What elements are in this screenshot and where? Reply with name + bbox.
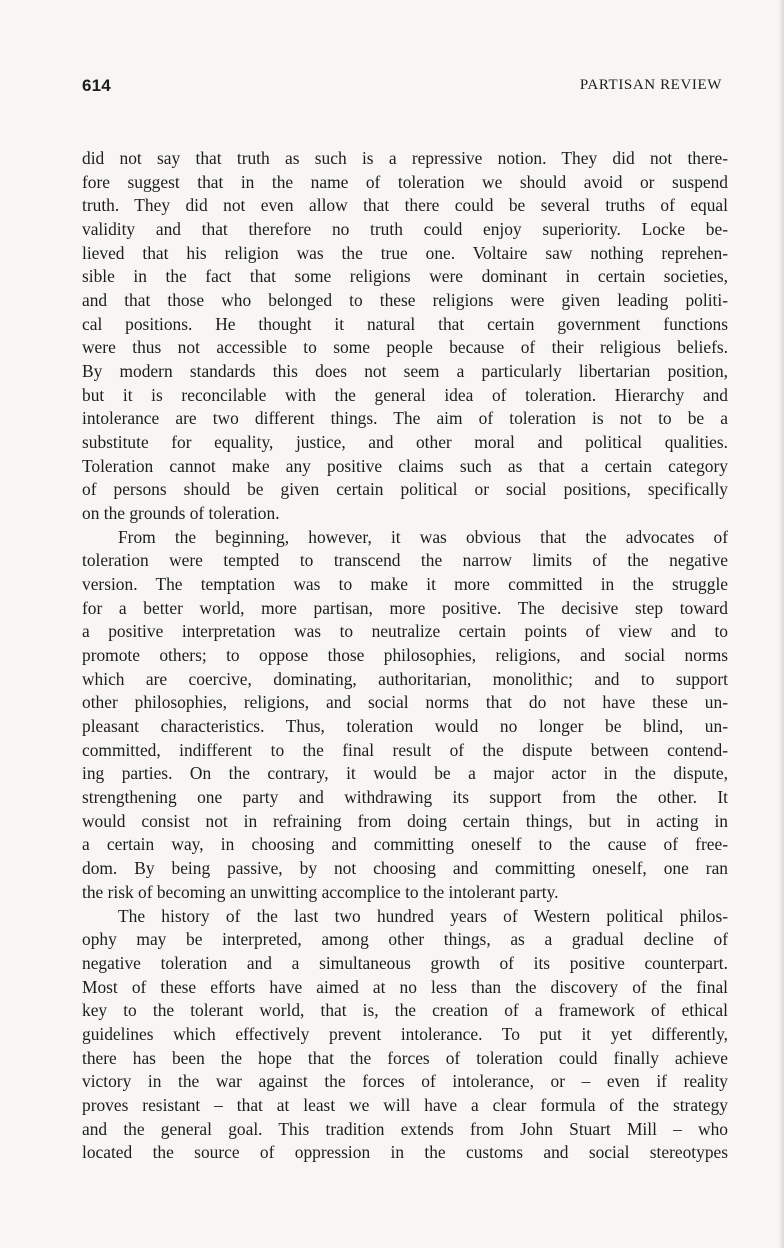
text-line: pleasant characteristics. Thus, toleration would no longer be blind, un-	[82, 716, 728, 737]
text-line: of persons should be given certain political or social positions, specifically	[82, 479, 728, 500]
text-line: truth. They did not even allow that there could be several truths of equal	[82, 195, 728, 216]
text-line: proves resistant – that at least we will have a clear formula of the strategy	[82, 1094, 728, 1115]
paragraph-last-line: on the grounds of toleration.	[82, 503, 280, 524]
paragraph-first-line: The history of the last two hundred years of Western political philos-	[118, 905, 728, 926]
text-line: which are coercive, dominating, authoritarian, monolithic; and to support	[82, 668, 728, 689]
text-line: cal positions. He thought it natural that certain government functions	[82, 313, 728, 334]
page-number: 614	[82, 76, 111, 95]
page-header	[82, 76, 722, 100]
text-line: Toleration cannot make any positive claims such as that a certain category	[82, 455, 728, 476]
text-line: toleration were tempted to transcend the narrow limits of the negative	[82, 550, 728, 571]
text-line: negative toleration and a simultaneous growth of its positive counterpart.	[82, 952, 728, 973]
text-line: version. The temptation was to make it more committed in the struggle	[82, 574, 728, 595]
text-line: and the general goal. This tradition extends from John Stuart Mill – who	[82, 1118, 728, 1139]
text-line: sible in the fact that some religions were dominant in certain societies,	[82, 266, 728, 287]
text-line: committed, indifferent to the final result of the dispute between contend-	[82, 739, 728, 760]
text-line: there has been the hope that the forces of toleration could finally achieve	[82, 1047, 728, 1068]
text-line: fore suggest that in the name of toleration we should avoid or suspend	[82, 171, 728, 192]
text-line: ophy may be interpreted, among other things, as a gradual decline of	[82, 929, 728, 950]
text-line: dom. By being passive, by not choosing and committing oneself, one ran	[82, 858, 728, 879]
running-head: PARTISAN REVIEW	[579, 77, 722, 93]
text-line: intolerance are two different things. The aim of toleration is not to be a	[82, 408, 728, 429]
text-line: victory in the war against the forces of intolerance, or – even if reality	[82, 1071, 728, 1092]
text-line: did not say that truth as such is a repressive notion. They did not there-	[82, 148, 728, 168]
text-line: By modern standards this does not seem a particularly libertarian position,	[82, 361, 728, 382]
text-line: promote others; to oppose those philosophies, religions, and social norms	[82, 645, 728, 666]
paragraph-first-line: From the beginning, however, it was obvious that the advocates of	[118, 526, 728, 547]
paragraph-last-line: the risk of becoming an unwitting accomplice to the intolerant party.	[82, 881, 559, 902]
text-line: located the source of oppression in the customs and social stereotypes	[82, 1142, 728, 1163]
text-line: a certain way, in choosing and committing oneself to the cause of free-	[82, 834, 728, 855]
text-line: guidelines which effectively prevent intolerance. To put it yet differently,	[82, 1023, 728, 1044]
text-line: for a better world, more partisan, more positive. The decisive step toward	[82, 597, 728, 618]
text-line: a positive interpretation was to neutralize certain points of view and to	[82, 621, 728, 642]
text-line: and that those who belonged to these religions were given leading politi-	[82, 290, 728, 311]
text-line: other philosophies, religions, and social norms that do not have these un-	[82, 692, 728, 713]
page-edge-shadow	[778, 0, 784, 1248]
text-line: substitute for equality, justice, and other moral and political qualities.	[82, 432, 728, 453]
text-line: would consist not in refraining from doing certain things, but in acting in	[82, 810, 728, 831]
text-line: Most of these efforts have aimed at no less than the discovery of the final	[82, 976, 728, 997]
body-text	[82, 147, 728, 1165]
text-line: were thus not accessible to some people because of their religious beliefs.	[82, 337, 728, 358]
text-line: strengthening one party and withdrawing its support from the other. It	[82, 787, 728, 808]
text-line: ing parties. On the contrary, it would be a major actor in the dispute,	[82, 763, 728, 784]
text-line: validity and that therefore no truth could enjoy superiority. Locke be-	[82, 219, 728, 240]
text-line: but it is reconcilable with the general idea of toleration. Hierarchy and	[82, 384, 728, 405]
text-line: lieved that his religion was the true one. Voltaire saw nothing reprehen-	[82, 242, 728, 263]
text-line: key to the tolerant world, that is, the creation of a framework of ethical	[82, 1000, 728, 1021]
